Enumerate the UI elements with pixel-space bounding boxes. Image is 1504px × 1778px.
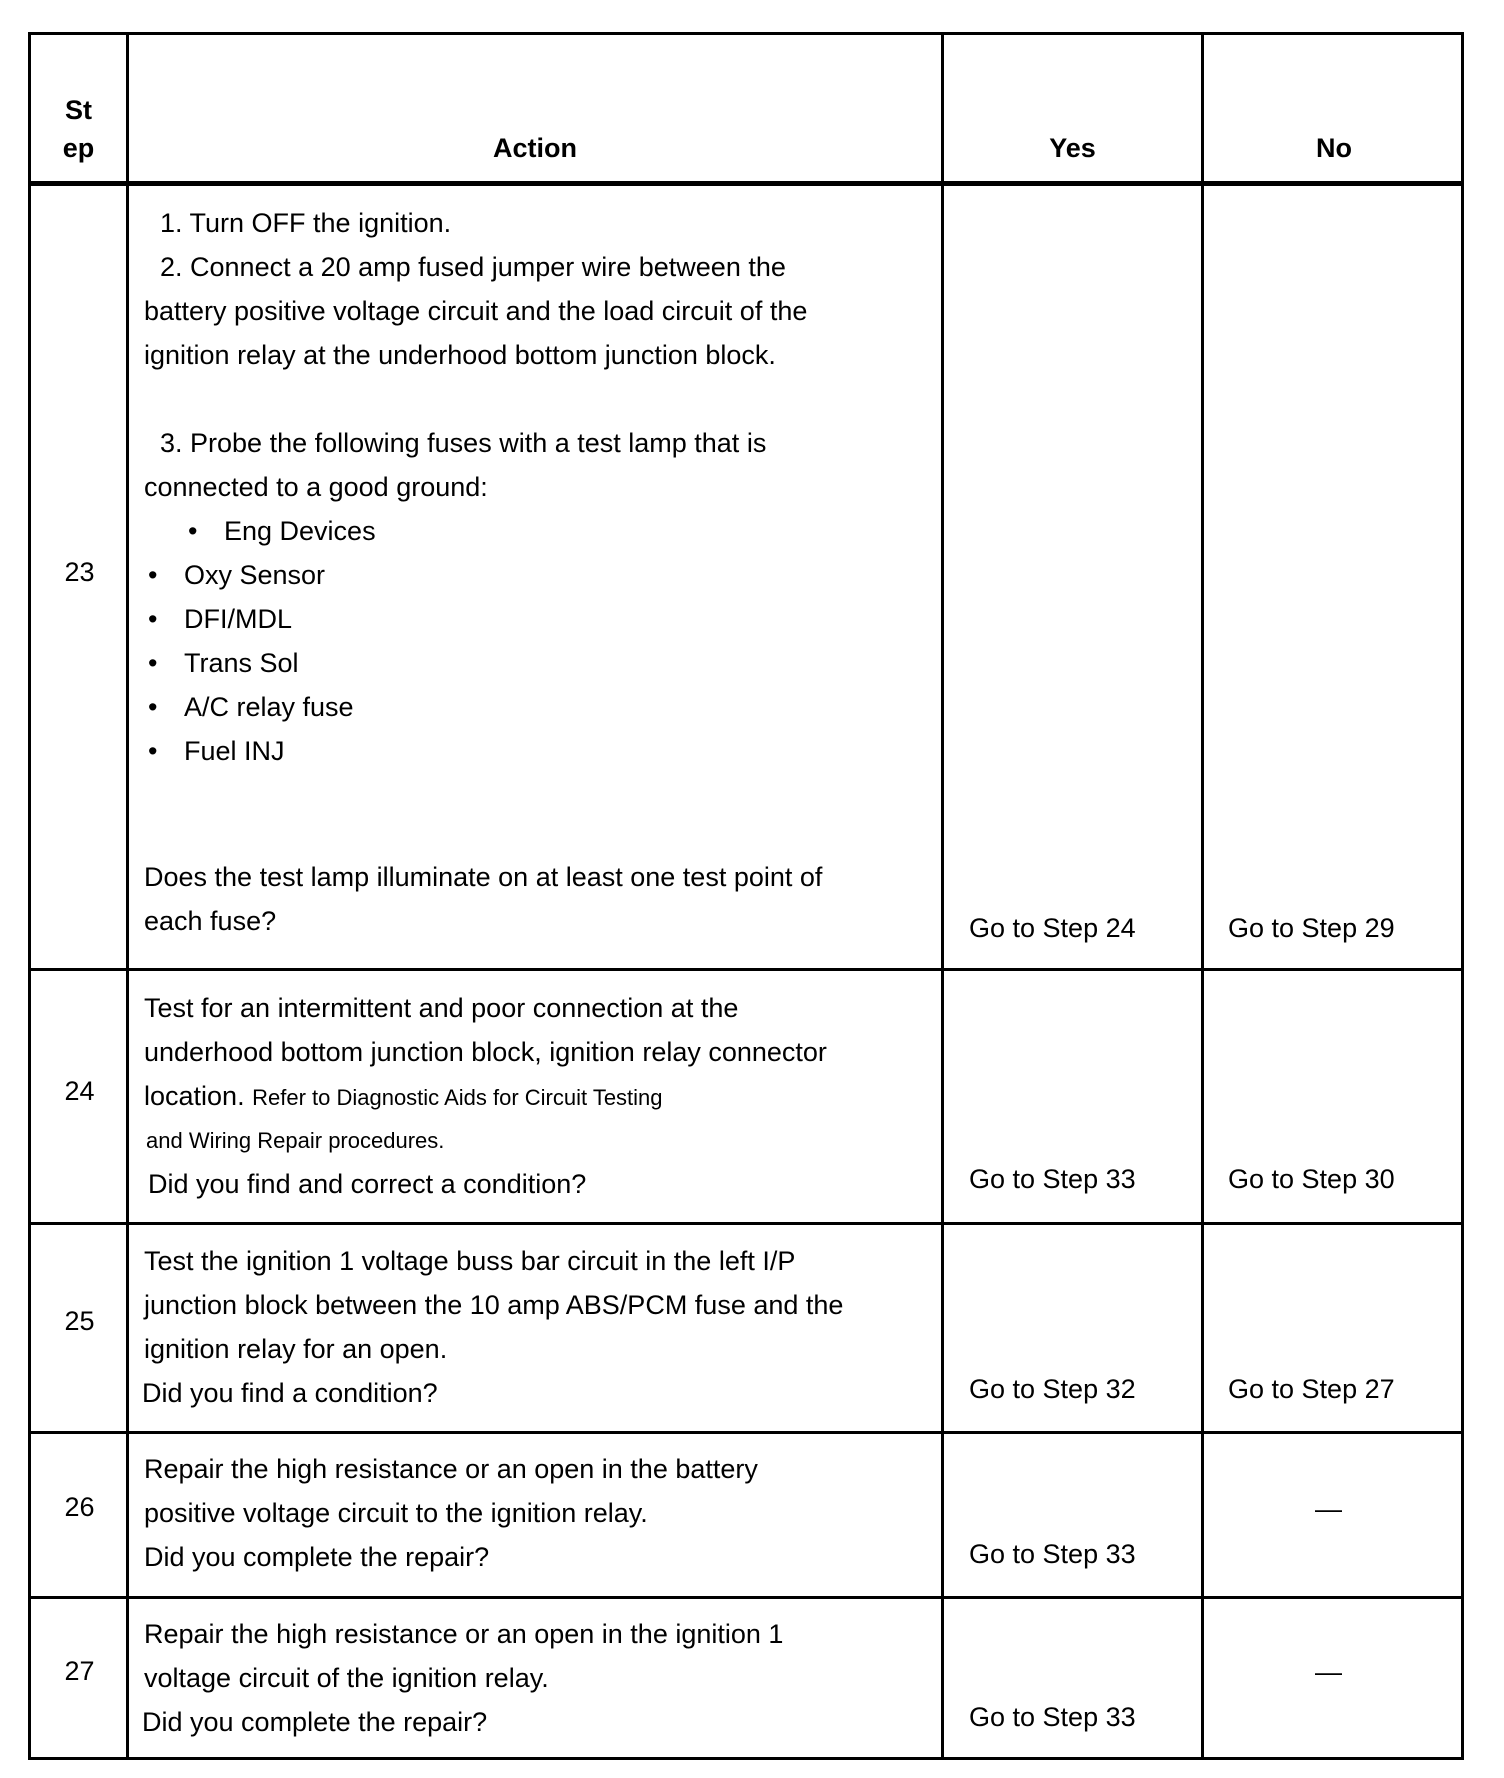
bullet-icon: • [148, 692, 158, 722]
header-step-line2: ep [62, 133, 95, 163]
step-number: 26 [64, 1492, 95, 1522]
action-line: 2. Connect a 20 amp fused jumper wire between the [160, 252, 786, 282]
row-divider [31, 1222, 1461, 1225]
action-cell [144, 1447, 944, 1579]
action-line: voltage circuit of the ignition relay. [144, 1663, 549, 1693]
yes-result: Go to Step 32 [969, 1374, 1136, 1404]
column-divider [1201, 35, 1204, 1757]
header-step [31, 91, 126, 167]
header-step-line1: St [65, 95, 92, 125]
action-line: Repair the high resistance or an open in the battery [144, 1454, 758, 1484]
spacer [144, 773, 944, 855]
action-line: and Wiring Repair procedures. [146, 1128, 445, 1153]
no-result-dash: — [1315, 1657, 1342, 1687]
header-yes: Yes [1049, 133, 1096, 163]
question-line: Does the test lamp illuminate on at least one test point of [144, 862, 823, 892]
step-number: 27 [64, 1656, 95, 1686]
bullet-icon: • [148, 604, 158, 634]
bullet-item: • Fuel INJ [144, 729, 944, 773]
action-line: Test the ignition 1 voltage buss bar circuit in the left I/P [144, 1246, 796, 1276]
action-line: junction block between the 10 amp ABS/PCM fuse and the [144, 1290, 844, 1320]
row-divider [31, 968, 1461, 971]
bullet-item: • DFI/MDL [144, 597, 944, 641]
step-number: 25 [64, 1306, 95, 1336]
bullet-item: • Trans Sol [144, 641, 944, 685]
question-line: Did you complete the repair? [144, 1542, 490, 1572]
action-line: Repair the high resistance or an open in the ignition 1 [144, 1619, 784, 1649]
step-number: 23 [64, 557, 95, 587]
action-line: ignition relay for an open. [144, 1334, 448, 1364]
header-divider [31, 181, 1461, 186]
action-cell [144, 986, 944, 1206]
no-result-dash: — [1315, 1494, 1342, 1524]
question-line: Did you find and correct a condition? [148, 1169, 587, 1199]
bullet-icon: • [148, 736, 158, 766]
bullet-item: • Oxy Sensor [144, 553, 944, 597]
action-line: positive voltage circuit to the ignition relay. [144, 1498, 648, 1528]
action-line: ignition relay at the underhood bottom junction block. [144, 340, 776, 370]
yes-result: Go to Step 33 [969, 1702, 1136, 1732]
action-cell [144, 1612, 944, 1744]
header-no: No [1316, 133, 1352, 163]
action-cell [144, 201, 944, 943]
spacer [144, 377, 944, 421]
action-line: 3. Probe the following fuses with a test lamp that is [160, 428, 767, 458]
action-line: connected to a good ground: [144, 472, 488, 502]
action-line: location. Refer to Diagnostic Aids for Circuit Testing [144, 1081, 663, 1111]
yes-result: Go to Step 33 [969, 1164, 1136, 1194]
action-cell [144, 1239, 944, 1415]
diagnostic-table [28, 32, 1464, 1760]
question-line: Did you find a condition? [142, 1378, 438, 1408]
yes-result: Go to Step 33 [969, 1539, 1136, 1569]
no-result: Go to Step 29 [1228, 913, 1395, 943]
action-line: underhood bottom junction block, ignition relay connector [144, 1037, 827, 1067]
action-line: 1. Turn OFF the ignition. [160, 208, 452, 238]
no-result: Go to Step 30 [1228, 1164, 1395, 1194]
question-line: each fuse? [144, 906, 277, 936]
action-line: battery positive voltage circuit and the load circuit of the [144, 296, 808, 326]
header-action: Action [493, 133, 577, 163]
question-line: Did you complete the repair? [142, 1707, 488, 1737]
step-number: 24 [64, 1076, 95, 1106]
bullet-icon: • [148, 560, 158, 590]
bullet-item: • A/C relay fuse [144, 685, 944, 729]
action-line: Test for an intermittent and poor connection at the [144, 993, 739, 1023]
no-result: Go to Step 27 [1228, 1374, 1395, 1404]
yes-result: Go to Step 24 [969, 913, 1136, 943]
bullet-item: • Eng Devices [144, 509, 944, 553]
row-divider [31, 1431, 1461, 1434]
bullet-icon: • [148, 648, 158, 678]
row-divider [31, 1596, 1461, 1599]
bullet-icon: • [188, 516, 198, 546]
